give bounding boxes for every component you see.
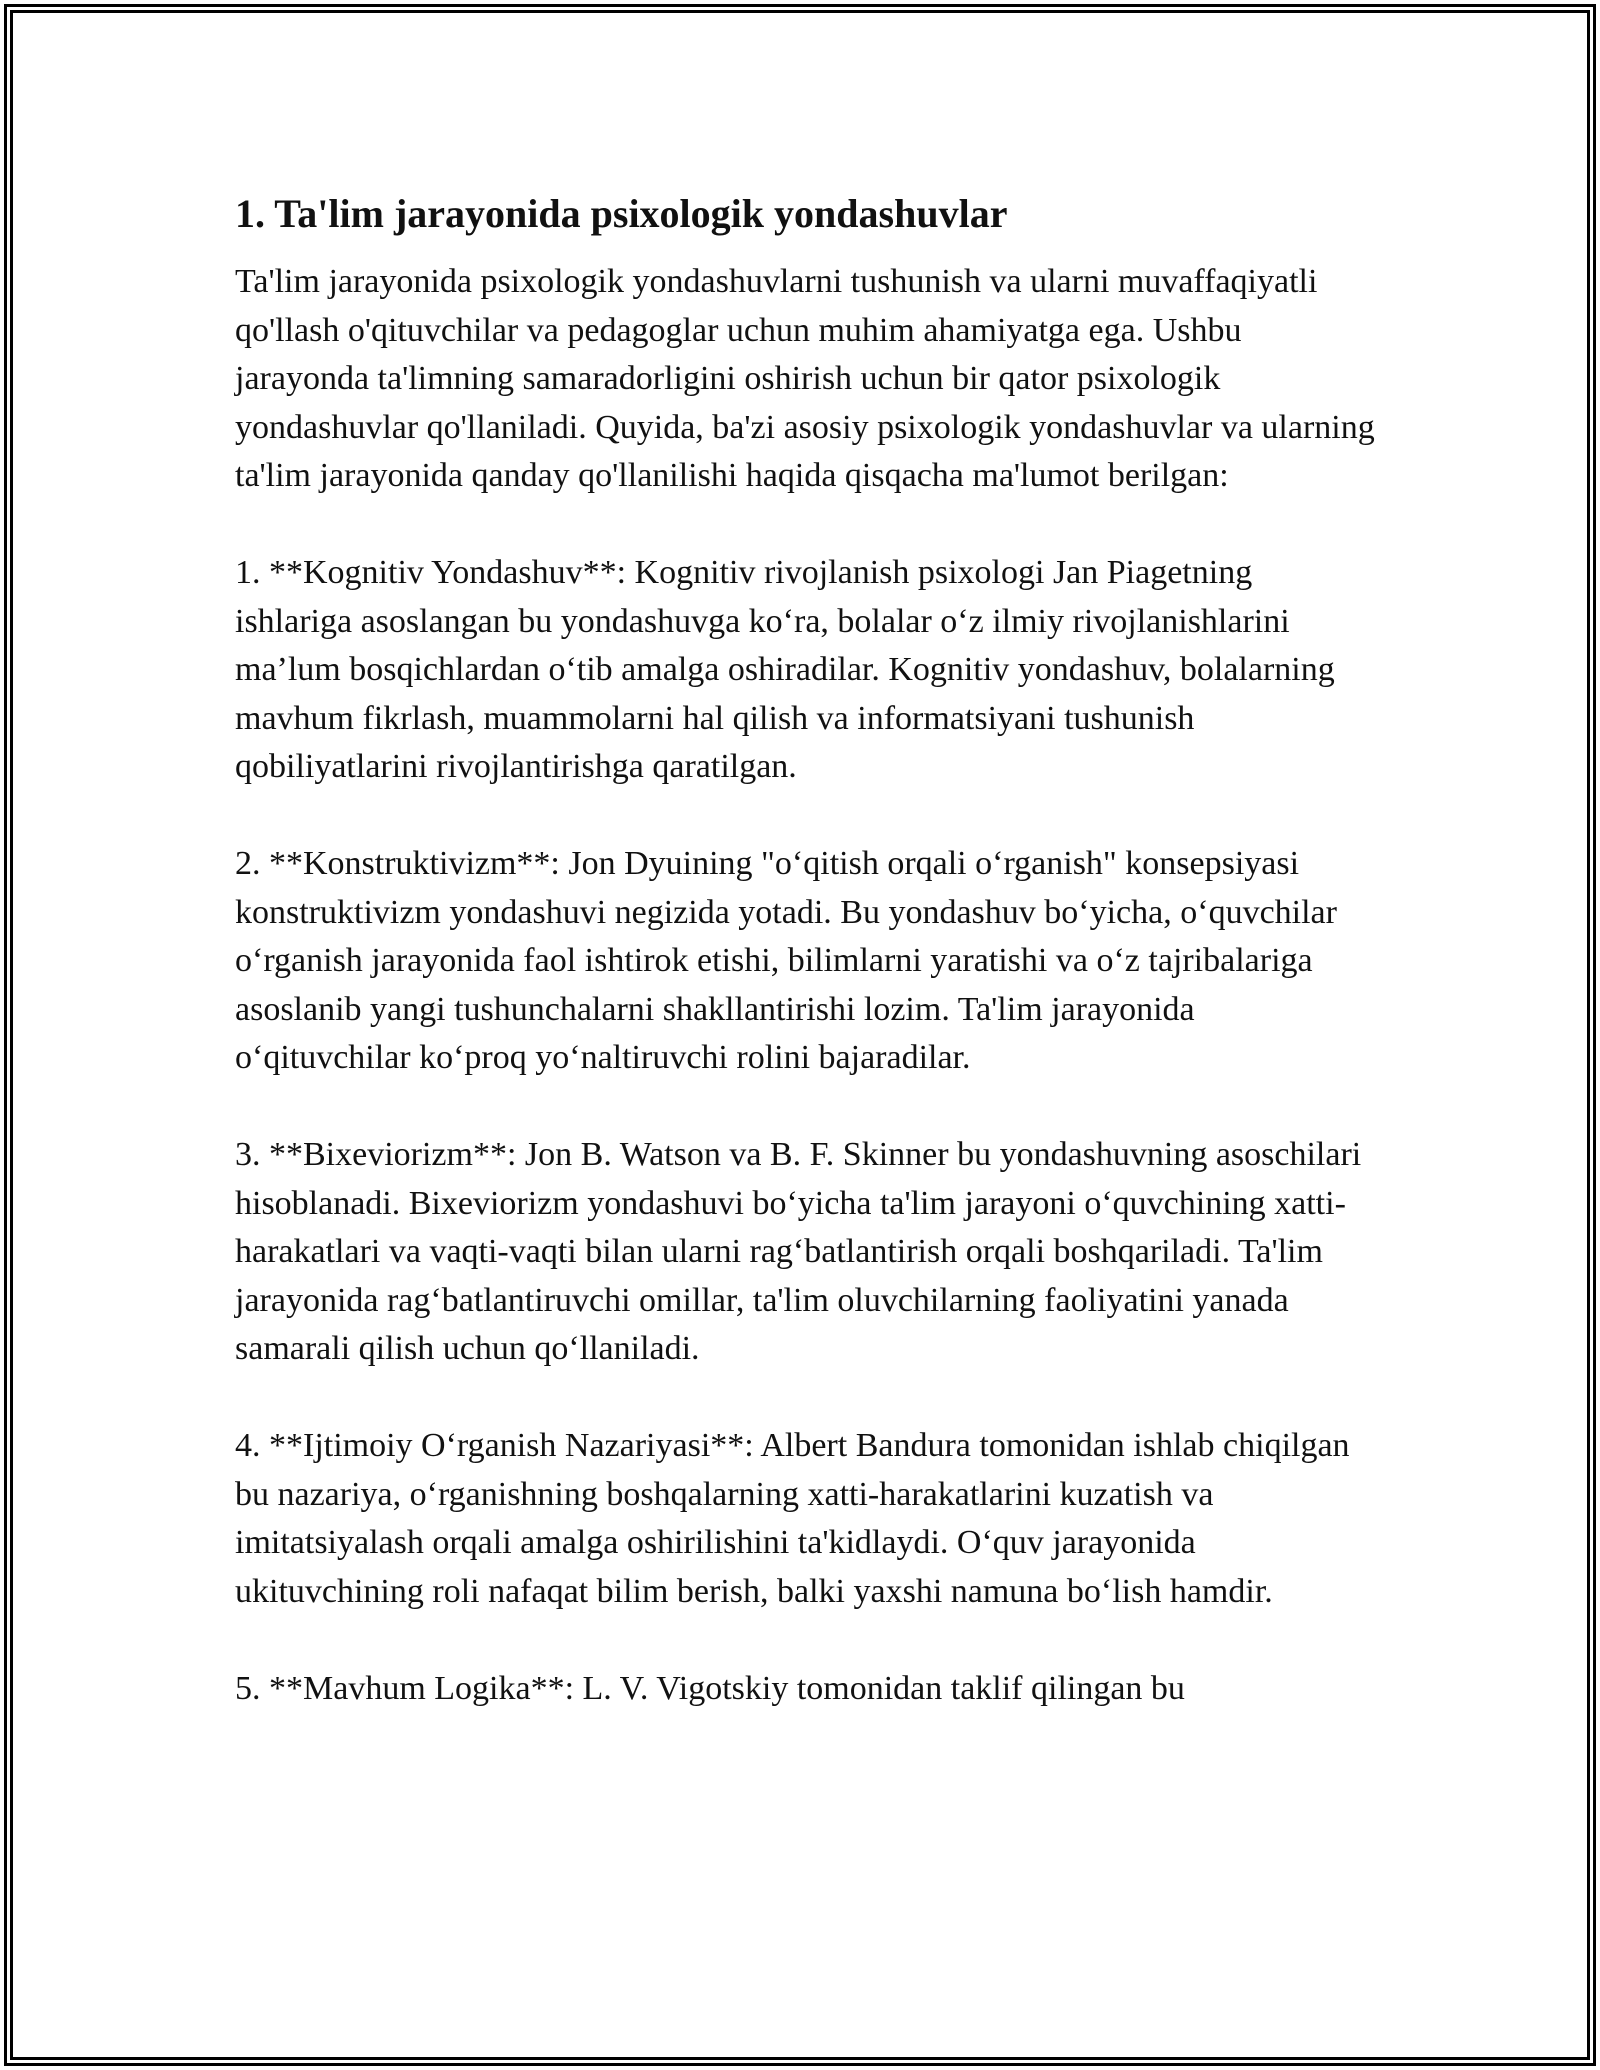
list-item-abstract-logic: 5. **Mavhum Logika**: L. V. Vigotskiy tomonidan taklif qilingan bu <box>235 1669 1185 1707</box>
list-item-behaviorism: 3. **Bixeviorizm**: Jon B. Watson va B. F. Skinner bu yondashuvning asoschilari hisoblanadi. Bixeviorizm yondashuvi bo‘yicha ta'lim jarayoni o‘quvchining xatti-harakatlari va vaqti-vaqti bilan ularni rag‘batlantirish orqali boshqariladi. Ta'lim jarayonida rag‘batlantiruvchi omillar, ta'lim oluvchilarning faoliyatini yanada samarali qilish uchun qo‘llaniladi. <box>235 1136 1362 1367</box>
list-item-constructivism: 2. **Konstruktivizm**: Jon Dyuining "o‘qitish orqali o‘rganish" konsepsiyasi konstruktivizm yondashuvi negizida yotadi. Bu yondashuv bo‘yicha, o‘quvchilar o‘rganish jarayonida faol ishtirok etishi, bilimlarni yaratishi va o‘z tajribalariga asoslanib yangi tushunchalarni shakllantirishi lozim. Ta'lim jarayonida o‘qituvchilar ko‘proq yo‘naltiruvchi rolini bajaradilar. <box>235 845 1337 1076</box>
section-heading: 1. Ta'lim jarayonida psixologik yondashuvlar <box>235 191 1008 236</box>
intro-paragraph: Ta'lim jarayonida psixologik yondashuvlarni tushunish va ularni muvaffaqiyatli qo'llash o'qituvchilar va pedagoglar uchun muhim ahamiyatga ega. Ushbu jarayonda ta'limning samaradorligini oshirish uchun bir qator psixologik yondashuvlar qo'llaniladi. Quyida, ba'zi asosiy psixologik yondashuvlar va ularning ta'lim jarayonida qanday qo'llanilishi haqida qisqacha ma'lumot berilgan: <box>235 263 1375 494</box>
list-item-social-learning: 4. **Ijtimoiy O‘rganish Nazariyasi**: Albert Bandura tomonidan ishlab chiqilgan bu nazariya, o‘rganishning boshqalarning xatti-harakatlarini kuzatish va imitatsiyalash orqali amalga oshirilishini ta'kidlaydi. O‘quv jarayonida ukituvchining roli nafaqat bilim berish, balki yaxshi namuna bo‘lish hamdir. <box>235 1427 1350 1610</box>
list-item-cognitive: 1. **Kognitiv Yondashuv**: Kognitiv rivojlanish psixologi Jan Piagetning ishlariga asoslangan bu yondashuvga ko‘ra, bolalar o‘z ilmiy rivojlanishlarini ma’lum bosqichlardan o‘tib amalga oshiradilar. Kognitiv yondashuv, bolalarning mavhum fikrlash, muammolarni hal qilish va informatsiyani tushunish qobiliyatlarini rivojlantirishga qaratilgan. <box>235 554 1335 785</box>
document-body <box>235 182 1375 1762</box>
